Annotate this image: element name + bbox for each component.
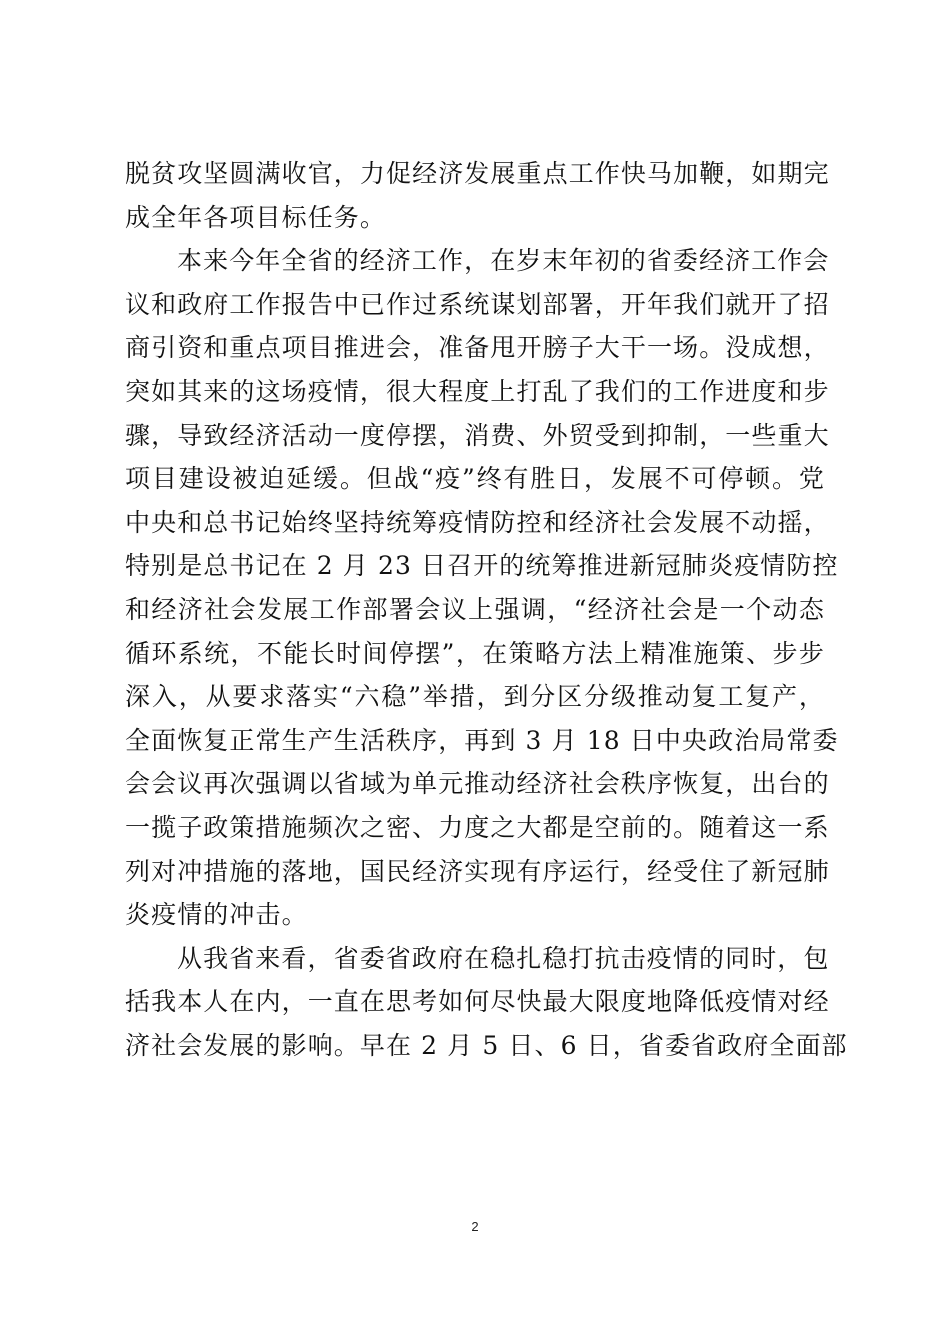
- document-body: [125, 152, 848, 1067]
- text-line: 循环系统，不能长时间停摆”，在策略方法上精准施策、步步: [125, 638, 825, 668]
- paragraph-p3: [125, 937, 848, 1068]
- text-line: 炎疫情的冲击。: [125, 900, 308, 930]
- text-line: 从我省来看，省委省政府在稳扎稳打抗击疫情的同时，包: [177, 943, 830, 973]
- text-line: 项目建设被迫延缓。但战“疫”终有胜日，发展不可停顿。党: [125, 464, 825, 494]
- text-line: 商引资和重点项目推进会，准备甩开膀子大干一场。没成想，: [125, 333, 830, 363]
- text-line: 特别是总书记在 2 月 23 日召开的统筹推进新冠肺炎疫情防控: [125, 551, 839, 581]
- text-line: 列对冲措施的落地，国民经济实现有序运行，经受住了新冠肺: [125, 856, 830, 886]
- text-line: 全面恢复正常生产生活秩序，再到 3 月 18 日中央政治局常委: [125, 725, 839, 755]
- text-line: 骤，导致经济活动一度停摆，消费、外贸受到抑制，一些重大: [125, 420, 830, 450]
- text-line: 深入，从要求落实“六稳”举措，到分区分级推动复工复产，: [125, 682, 825, 712]
- paragraph-p1: [125, 152, 830, 239]
- text-line: 议和政府工作报告中已作过系统谋划部署，开年我们就开了招: [125, 289, 830, 319]
- text-line: 本来今年全省的经济工作，在岁末年初的省委经济工作会: [177, 246, 830, 276]
- text-line: 脱贫攻坚圆满收官，力促经济发展重点工作快马加鞭，如期完: [125, 159, 830, 188]
- text-line: 会会议再次强调以省域为单元推动经济社会秩序恢复，出台的: [125, 769, 830, 799]
- text-line: 济社会发展的影响。早在 2 月 5 日、6 日，省委省政府全面部: [125, 1030, 848, 1060]
- text-line: 突如其来的这场疫情，很大程度上打乱了我们的工作进度和步: [125, 376, 830, 406]
- paragraph-p2: [125, 239, 839, 937]
- text-line: 成全年各项目标任务。: [125, 202, 387, 232]
- text-line: 括我本人在内，一直在思考如何尽快最大限度地降低疫情对经: [125, 987, 830, 1017]
- text-line: 中央和总书记始终坚持统筹疫情防控和经济社会发展不动摇，: [125, 507, 830, 537]
- text-line: 和经济社会发展工作部署会议上强调，“经济社会是一个动态: [125, 594, 825, 624]
- page-number: 2: [471, 1219, 479, 1234]
- text-line: 一揽子政策措施频次之密、力度之大都是空前的。随着这一系: [125, 812, 830, 842]
